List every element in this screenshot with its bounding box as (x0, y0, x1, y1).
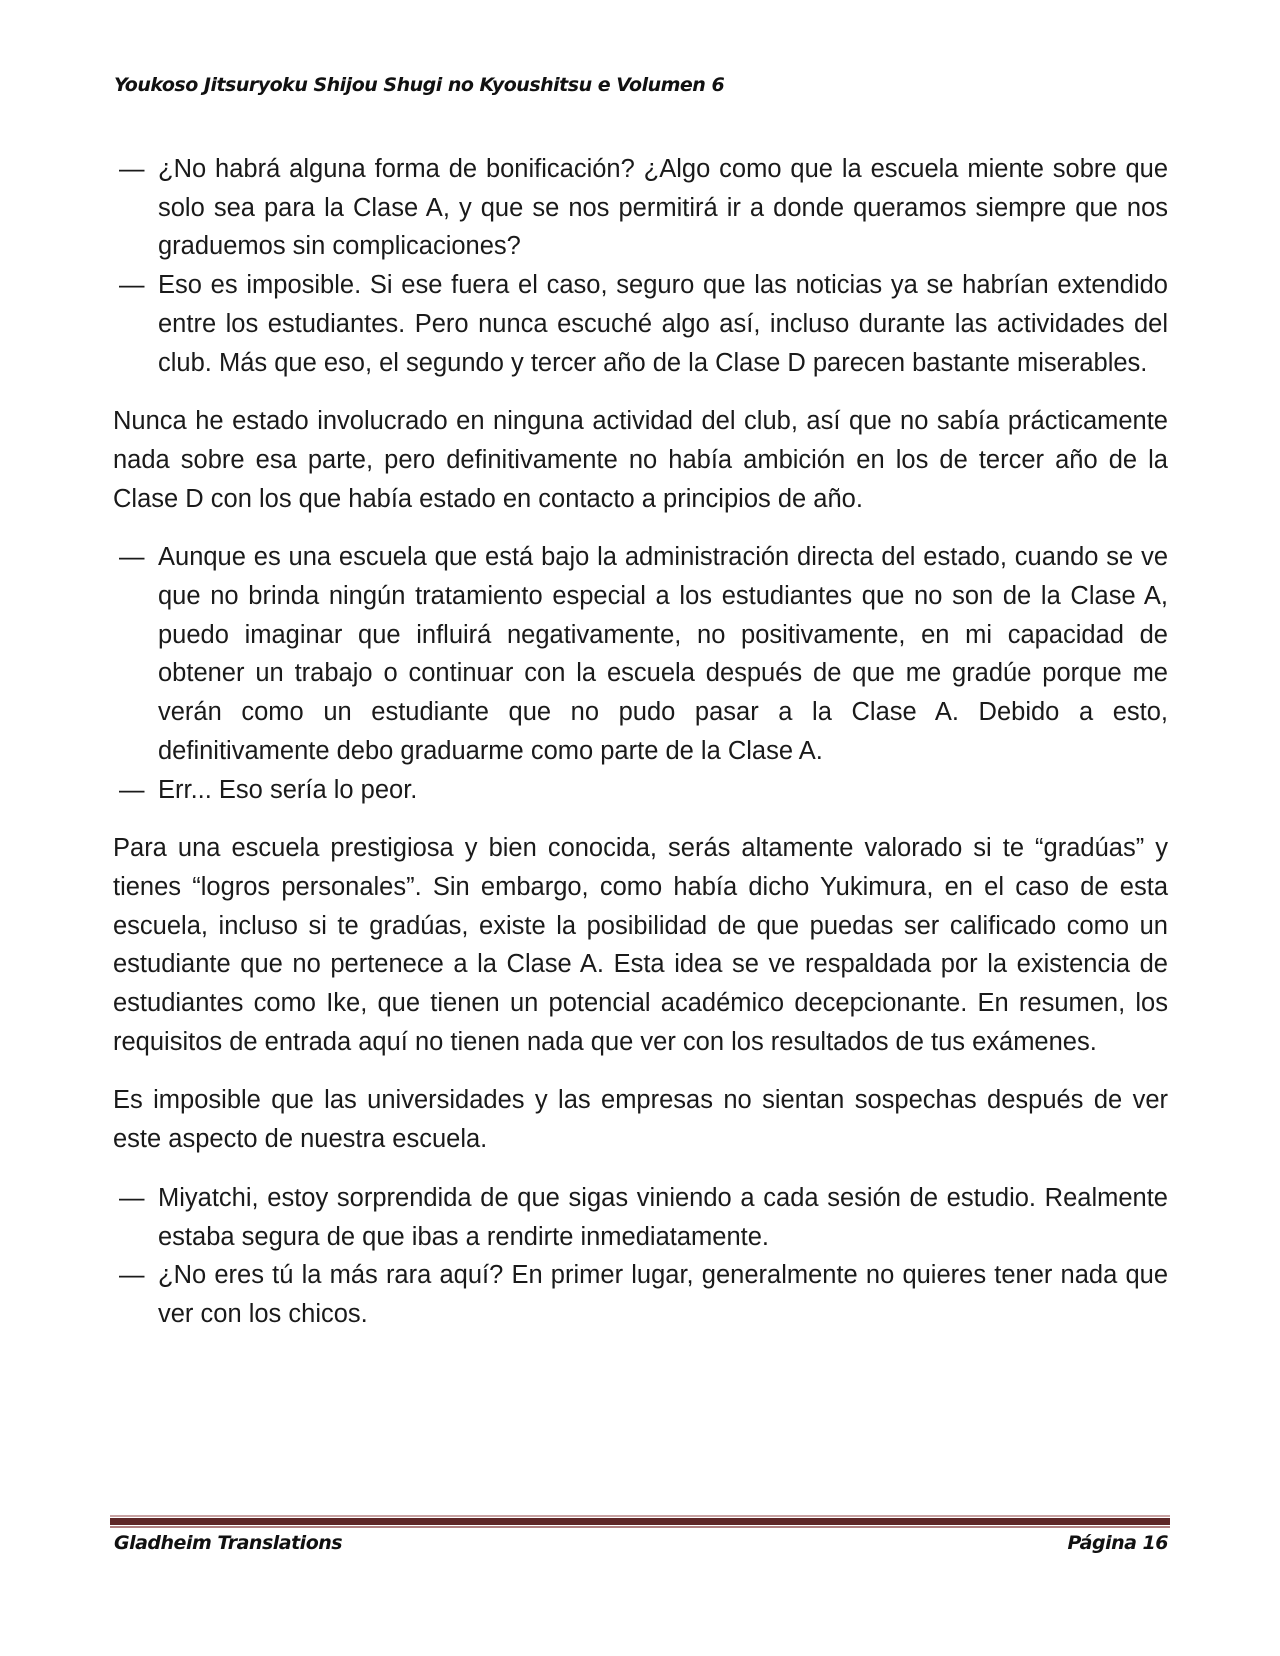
dialogue-line (113, 1256, 1168, 1333)
paragraph: Nunca he estado involucrado en ninguna actividad del club, así que no sabía prácticamente nada sobre esa parte, pero definitivamente no había ambición en los de tercer año de la Clase D con los que había estado en contacto a principios de año. (113, 407, 1168, 513)
paragraph: Para una escuela prestigiosa y bien conocida, serás altamente valorado si te “gradúas” y tienes “logros personales”. Sin embargo, como había dicho Yukimura, en el caso de esta escuela, incluso si te gradúas, existe la posibilidad de que puedas ser calificado como un estudiante que no pertenece a la Clase A. Esta idea se ve respaldada por la existencia de estudiantes como Ike, que tienen un potencial académico decepcionante. En resumen, los requisitos de entrada aquí no tienen nada que ver con los resultados de tus exámenes. (113, 834, 1168, 1056)
page-body (113, 150, 1168, 1354)
dialogue-line (113, 150, 1168, 266)
dialogue-text: Err... Eso sería lo peor. (158, 775, 418, 804)
running-header: Youkoso Jitsuryoku Shijou Shugi no Kyoushitsu e Volumen 6 (114, 74, 725, 96)
footer-rule-top (110, 1515, 1170, 1517)
paragraph: Es imposible que las universidades y las empresas no sientan sospechas después de ver este aspecto de nuestra escuela. (113, 1086, 1168, 1154)
em-dash: — (119, 1183, 145, 1212)
em-dash: — (119, 775, 145, 804)
dialogue-group (113, 1179, 1168, 1334)
em-dash: — (119, 271, 145, 300)
footer-rule-main (110, 1518, 1170, 1525)
dialogue-line (113, 538, 1168, 770)
dialogue-line (113, 266, 1168, 382)
em-dash: — (119, 155, 145, 183)
dialogue-text: ¿No habrá alguna forma de bonificación? ¿Algo como que la escuela miente sobre que solo sea para la Clase A, y que se nos permitirá ir a donde queramos siempre que nos graduemos sin complicaciones? (158, 155, 1168, 261)
dialogue-text: ¿No eres tú la más rara aquí? En primer lugar, generalmente no quieres tener nada que ver con los chicos. (158, 1261, 1168, 1328)
em-dash: — (119, 1261, 145, 1290)
dialogue-line (113, 771, 1168, 810)
dialogue-text: Eso es imposible. Si ese fuera el caso, seguro que las noticias ya se habrían extendido entre los estudiantes. Pero nunca escuché algo así, incluso durante las actividades del club. Más que eso, el segundo y tercer año de la Clase D parecen bastante miserables. (158, 271, 1168, 377)
footer-publisher: Gladheim Translations (114, 1532, 343, 1554)
footer-rule-bottom (110, 1526, 1170, 1528)
dialogue-text: Aunque es una escuela que está bajo la administración directa del estado, cuando se ve que no brinda ningún tratamiento especial a los estudiantes que no son de la Clase A, puedo imaginar que influirá negativamente, no positivamente, en mi capacidad de obtener un trabajo o continuar con la escuela después de que me gradúe porque me verán como un estudiante que no pudo pasar a la Clase A. Debido a esto, definitivamente debo graduarme como parte de la Clase A. (158, 543, 1168, 765)
page-number: Página 16 (1067, 1532, 1168, 1554)
dialogue-group (113, 150, 1168, 382)
dialogue-text: Miyatchi, estoy sorprendida de que sigas viniendo a cada sesión de estudio. Realmente estaba segura de que ibas a rendirte inmediatamente. (158, 1183, 1168, 1251)
dialogue-line (113, 1179, 1168, 1256)
dialogue-group (113, 538, 1168, 809)
em-dash: — (119, 543, 145, 572)
